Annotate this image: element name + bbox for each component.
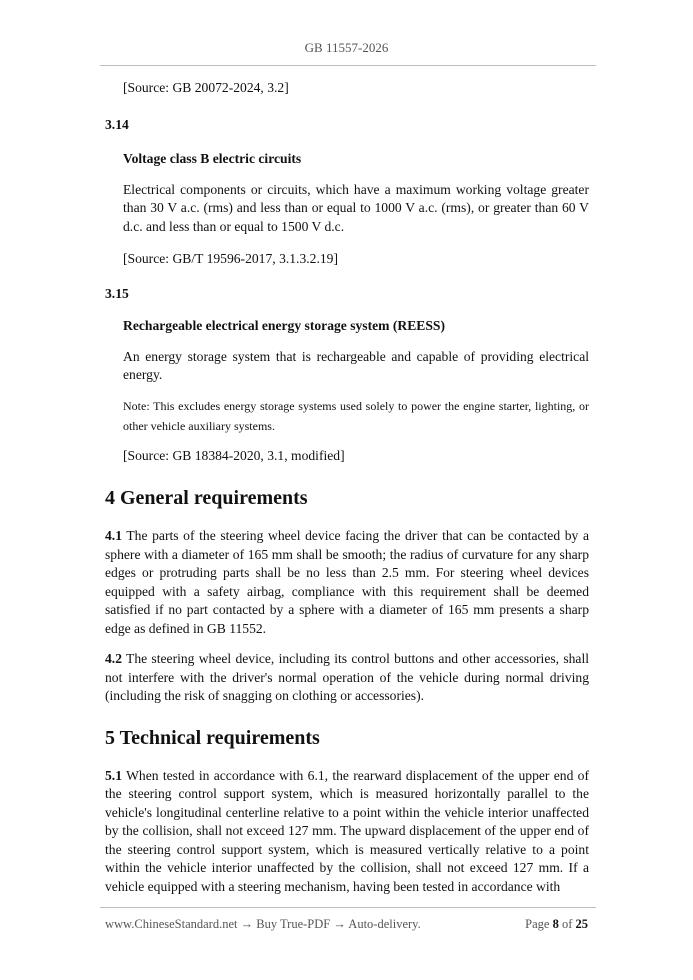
page-indicator: [525, 917, 588, 932]
clause-number: 3.14: [105, 116, 129, 132]
term-note: Note: This excludes energy storage systems used solely to power the engine starter, lighting, or other vehicle auxiliary systems.: [123, 398, 589, 433]
clause-text: The parts of the steering wheel device facing the driver that can be contacted by a sphere with a diameter of 165 mm shall be smooth; the radius of curvature for any sharp edges or protruding parts shall be no less than 2.5 mm. For steering wheel devices equipped with a safety airbag, compliance with this requirement shall be deemed satisfied if no part contacted by a sphere with a diameter of 165 mm presents a sharp edge as defined in GB 11552.: [105, 528, 589, 636]
footer-website-link[interactable]: www.ChineseStandard.net → Buy True-PDF → Auto-delivery.: [105, 917, 421, 931]
footer-divider: [100, 907, 596, 908]
source-reference: [Source: GB/T 19596-2017, 3.1.3.2.19]: [123, 251, 338, 266]
section-heading: 4 General requirements: [105, 487, 308, 509]
clause-number: 4.2: [105, 651, 122, 666]
clause-text: The steering wheel device, including its control buttons and other accessories, shall not interfere with the driver's normal operation of the vehicle during normal driving (including the risk of snagging on clothing or accessories).: [105, 651, 589, 703]
source-reference: [Source: GB 18384-2020, 3.1, modified]: [123, 447, 345, 463]
term-definition: An energy storage system that is rechargeable and capable of providing electrical energy.: [123, 348, 589, 382]
source-reference: [Source: GB 20072-2024, 3.2]: [123, 80, 289, 95]
page-total: 25: [575, 917, 588, 931]
term-title: Voltage class B electric circuits: [123, 150, 302, 166]
clause-text: When tested in accordance with 6.1, the rearward displacement of the upper end of the steering control support system, which is measured horizontally parallel to the vehicle's longitudinal centerline relative to a point within the vehicle interior unaffected by the collision, shall not exceed 127 mm. The upward displacement of the upper end of the steering control support system, which is measured vertically relative to a point within the vehicle interior unaffected by the collision, shall not exceed 127 mm. If a vehicle equipped with a steering mechanism, having been tested in accordance with: [105, 767, 589, 894]
term-title: Rechargeable electrical energy storage system (REESS): [123, 317, 446, 333]
of-label: of: [561, 917, 573, 931]
clause-paragraph: [105, 527, 589, 638]
page-number: 8: [552, 917, 559, 931]
header-divider: [100, 65, 596, 66]
clause-paragraph: [105, 650, 589, 706]
clause-number: 5.1: [105, 767, 122, 783]
page-body: [105, 79, 589, 896]
section-heading: 5 Technical requirements: [105, 726, 320, 749]
clause-paragraph: [105, 767, 589, 897]
running-header: GB 11557-2026: [304, 40, 389, 55]
page-label: Page: [525, 917, 550, 931]
term-definition: Electrical components or circuits, which have a maximum working voltage greater than 30 V a.c. (rms) and less than or equal to 1000 V a.c. (rms), or greater than 60 V d.c. and less than or equal to 1500 V d.c.: [123, 181, 589, 234]
clause-number: 3.15: [105, 285, 129, 301]
clause-number: 4.1: [105, 528, 122, 543]
